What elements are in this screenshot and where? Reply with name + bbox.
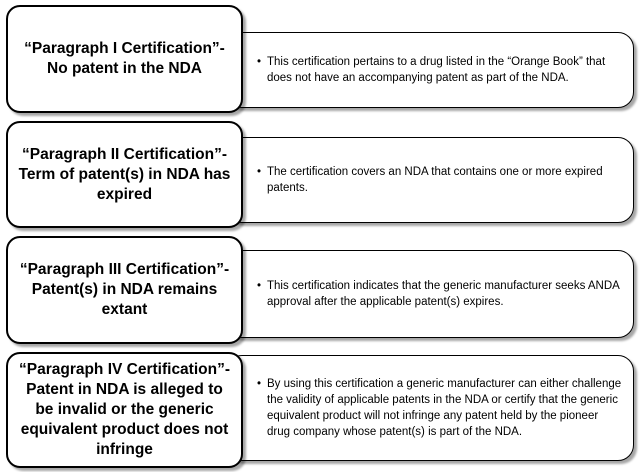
certification-label — [18, 145, 231, 205]
certification-row-1 — [0, 5, 640, 113]
certification-description: This certification pertains to a drug listed in the “Orange Book” that does not have an accompanying patent as part of the NDA. — [267, 56, 606, 84]
certification-description: By using this certification a generic manufacturer can either challenge the validity of applicable patents in the NDA or certify that the generic equivalent product will not infringe any patent held by the pioneer drug company whose patent(s) is part of the NDA. — [267, 378, 622, 438]
certification-title: “Paragraph III Certification” — [19, 261, 224, 278]
certification-label-box — [6, 236, 243, 344]
certification-description-box — [226, 355, 634, 461]
certification-label-box — [6, 121, 243, 228]
description-bullet-line — [257, 164, 623, 196]
description-bullet-line — [257, 278, 623, 310]
certification-subtitle: - Term of patent(s) in NDA has expired — [18, 145, 231, 203]
certification-label — [18, 260, 231, 320]
certification-label-box — [6, 352, 243, 468]
certification-description: This certification indicates that the generic manufacturer seeks ANDA approval after the applicable patent(s) expires. — [267, 280, 620, 308]
description-bullet-line — [257, 54, 623, 86]
certification-description-box — [226, 250, 634, 338]
certification-row-4 — [0, 352, 640, 468]
certification-subtitle: - No patent in the NDA — [47, 40, 225, 77]
certification-row-3 — [0, 236, 640, 344]
bullet-icon: • — [257, 378, 262, 390]
certification-description: The certification covers an NDA that contains one or more expired patents. — [267, 166, 603, 194]
certification-title: “Paragraph IV Certification” — [18, 361, 225, 378]
description-bullet-line — [257, 376, 623, 440]
certification-description-box — [226, 137, 634, 223]
bullet-icon: • — [257, 280, 262, 292]
certification-subtitle: - Patent in NDA is alleged to be invalid or the generic equivalent product does not infringe — [20, 361, 231, 458]
certification-row-2 — [0, 121, 640, 228]
certification-label-box — [6, 5, 243, 113]
bullet-icon: • — [257, 56, 262, 68]
certification-description-box — [226, 32, 634, 108]
certification-title: “Paragraph I Certification” — [24, 40, 220, 57]
certification-subtitle: - Patent(s) in NDA remains extant — [31, 261, 230, 318]
certification-title: “Paragraph II Certification” — [22, 145, 222, 163]
certification-label — [24, 39, 225, 79]
certification-label — [18, 360, 231, 460]
bullet-icon: • — [257, 166, 262, 178]
